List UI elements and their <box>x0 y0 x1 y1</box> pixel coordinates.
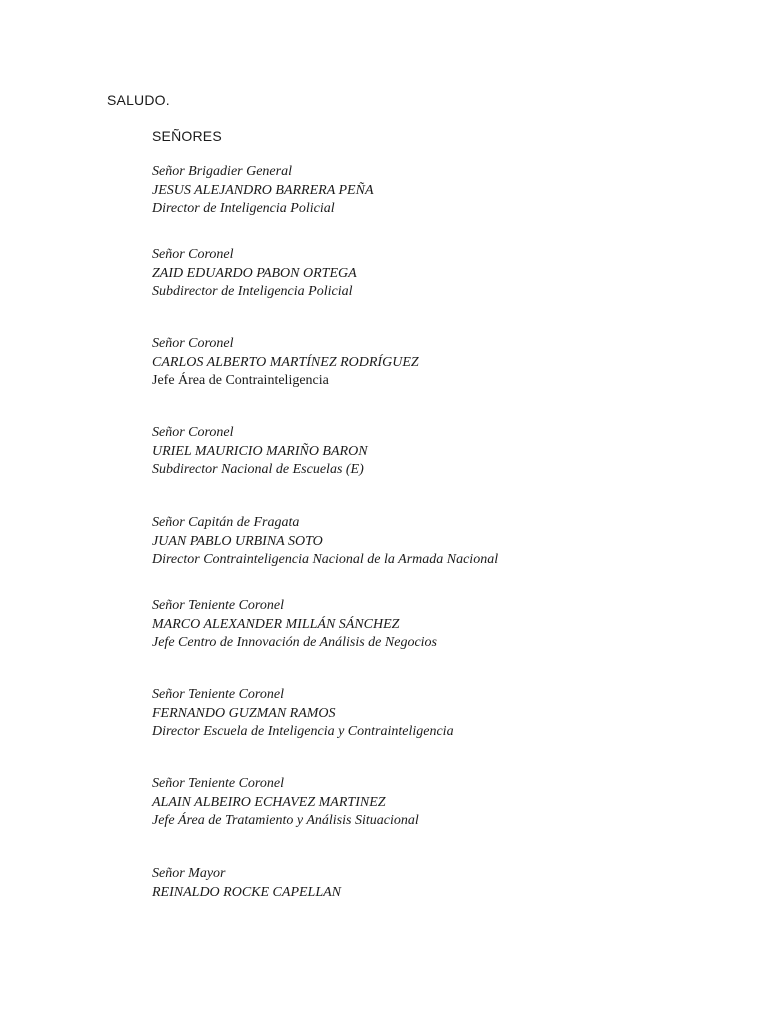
addressee-name: ZAID EDUARDO PABON ORTEGA <box>152 265 357 281</box>
addressee-name: URIEL MAURICIO MARIÑO BARON <box>152 443 368 459</box>
addressee-block <box>152 686 454 742</box>
addressee-position: Subdirector de Inteligencia Policial <box>152 284 353 299</box>
addressee-rank: Señor Coronel <box>152 425 234 440</box>
addressee-rank: Señor Coronel <box>152 247 234 262</box>
addressee-position: Director Escuela de Inteligencia y Contrainteligencia <box>152 724 454 739</box>
greeting-text: SALUDO. <box>107 92 170 108</box>
addressee-name: FERNANDO GUZMAN RAMOS <box>152 705 336 721</box>
addressee-name: MARCO ALEXANDER MILLÁN SÁNCHEZ <box>152 616 400 632</box>
addressee-name: JESUS ALEJANDRO BARRERA PEÑA <box>152 182 374 198</box>
addressee-rank: Señor Capitán de Fragata <box>152 515 300 530</box>
addressee-block <box>152 865 341 902</box>
addressee-position: Director de Inteligencia Policial <box>152 201 335 216</box>
addressee-rank: Señor Teniente Coronel <box>152 598 284 613</box>
addressee-block <box>152 775 419 831</box>
addressee-rank: Señor Teniente Coronel <box>152 687 284 702</box>
addressee-block <box>152 163 374 219</box>
addressee-position: Jefe Área de Contrainteligencia <box>152 373 329 388</box>
addressee-rank: Señor Coronel <box>152 336 234 351</box>
addressee-name: JUAN PABLO URBINA SOTO <box>152 533 323 549</box>
addressee-position: Subdirector Nacional de Escuelas (E) <box>152 462 364 477</box>
addressee-rank: Señor Brigadier General <box>152 164 292 179</box>
addressee-name: CARLOS ALBERTO MARTÍNEZ RODRÍGUEZ <box>152 354 419 370</box>
addressee-block <box>152 514 498 570</box>
addressee-heading: SEÑORES <box>152 128 222 144</box>
addressee-rank: Señor Mayor <box>152 866 226 881</box>
addressee-block <box>152 597 437 653</box>
addressee-position: Director Contrainteligencia Nacional de la Armada Nacional <box>152 552 499 567</box>
addressee-name: REINALDO ROCKE CAPELLAN <box>152 884 342 900</box>
addressee-position: Jefe Centro de Innovación de Análisis de Negocios <box>152 635 437 650</box>
addressee-name: ALAIN ALBEIRO ECHAVEZ MARTINEZ <box>152 794 386 810</box>
addressee-block <box>152 246 357 302</box>
addressee-rank: Señor Teniente Coronel <box>152 776 284 791</box>
addressee-block <box>152 335 419 391</box>
addressee-position: Jefe Área de Tratamiento y Análisis Situacional <box>152 813 419 828</box>
addressee-block <box>152 424 368 480</box>
